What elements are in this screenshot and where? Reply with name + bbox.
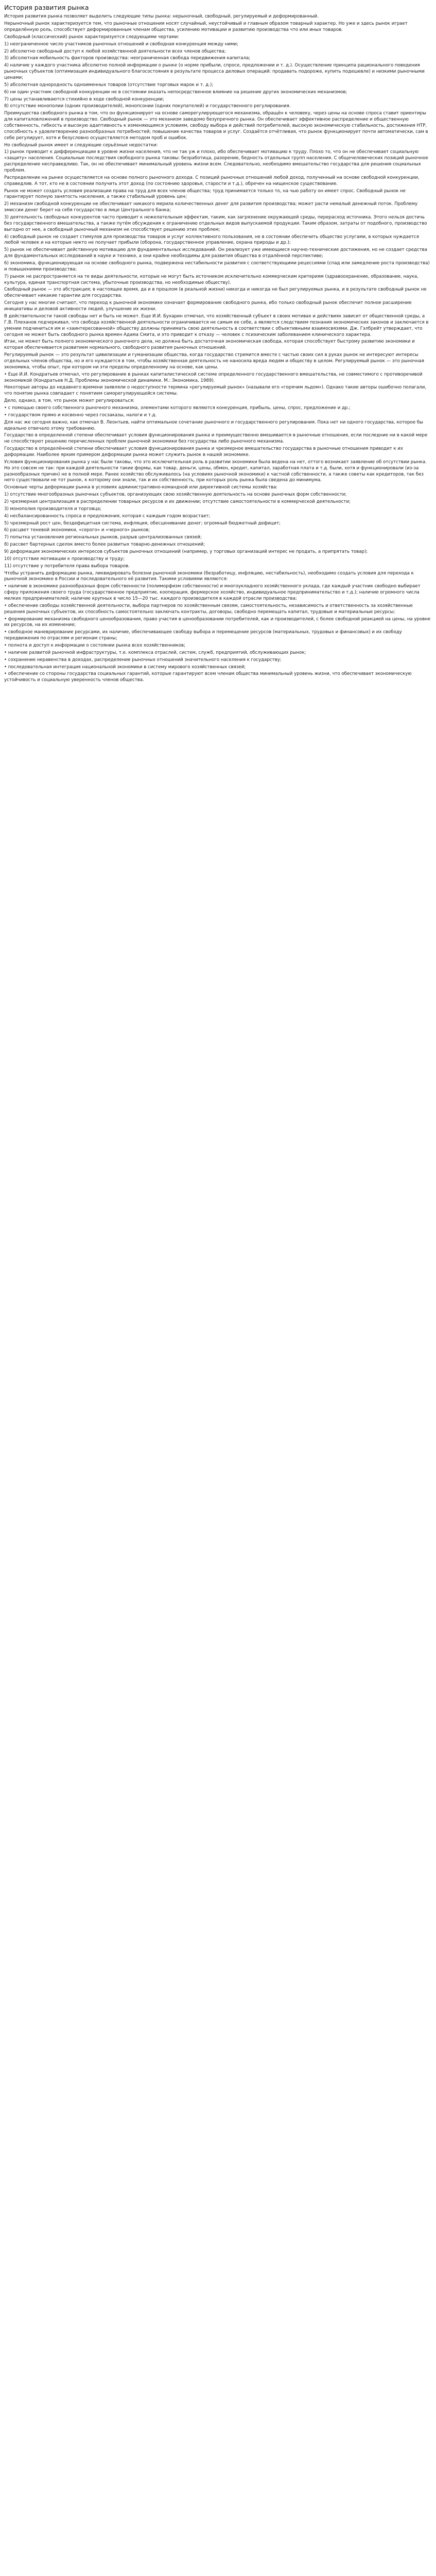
paragraph: 5) абсолютная однородность одноименных товаров (отсутствие торговых марок и т. д.);: [4, 82, 214, 88]
page-title: История развития рынка: [4, 4, 89, 11]
paragraph: Но свободный рынок имеет и следующие серьёзные недостатки:: [4, 142, 158, 148]
paragraph: • свободное маневрирование ресурсами, их наличие, обеспечивающее свободу выбора и перемещение ресурсов (материальных, трудовых и финансовых) и их свободу передвижения по отраслям и регионам страны;: [4, 630, 402, 641]
paragraph: 4) несбалансированность спроса и предложения, которая с каждым годом возрастает;: [4, 513, 211, 519]
paragraph: • наличие в экономике разнообразных форм собственности (полиморфизм собственности) и многоукладного хозяйственного уклада, где каждый участник свободно выбирает сферу приложения своего труда (государственное предприятие, кооперация, фермерское хозяйство, индивидуальное предпринимательство и т.д.); наличие огромного числа мелких предпринимателей; наличие крупных в число 15—20 тыс. каждого производителя в каждой отрасли производства;: [4, 584, 421, 602]
paragraph: 1) рынок приводит к дифференциации в уровне жизни населения, что не так уж и плохо, ибо обеспечивает мотивацию к труду. Плохо то, что он не обеспечивает социальную «защиту» населения. Социальные последствия свободного рынка таковы: безработица, разорение, бедность отдельных групп населения. С общечеловеческих позиций рыночное распределение несправедливо. Так, он не обеспечивает минимальный уровень жизни всем. Следовательно, необходимо вмешательство государства для решения социальных проблем.: [4, 149, 428, 174]
paragraph: Преимущества свободного рынка в том, что он функционирует на основе саморегулирующегося механизма, обращён к человеку, через цены на основе спроса ставит ориентиры для капиталовложений в производство. Свободный рынок — это механизм заведомо безупречного рынка. Он обеспечивает эффективное распределение и общественную собственность, гибкость и высокую адаптивность к изменяющимся условиям, свободу выбора и действий потребителей, высокую экономическую стабильность, достижения НТР, способность к удовлетворению разнообразных потребностей; повышение качества товаров и услуг. Создаётся отчётливая, что рынок функционирует почти автоматически, сам в себе регулирует, хотя и безусловно осуществляется методом проб и ошибок.: [4, 111, 428, 141]
paragraph: 7) попытка установления региональных рынков, разрыв централизованных связей;: [4, 535, 202, 540]
paragraph: 2) чрезмерная централизация в распределении товарных ресурсов и их движении; отсутствие самостоятельности в коммерческой деятельности;: [4, 499, 351, 504]
paragraph: Чтобы устранить деформацию рынка, ликвидировать болезни рыночной экономики (безработицу, инфляцию, нестабильность), необходимо создать условия для перехода к рыночной экономике в России и последовательного её развития. Такими условиями являются:: [4, 570, 414, 582]
paragraph: 5) рынок не обеспечивает действенную мотивацию для фундаментальных исследований. Он реализует уже имеющиеся научно-технические достижения, но не создает средства для фундаментальных исследований в науке и технике, а они крайне необходимы для развития общества в отдалённой перспективе;: [4, 247, 427, 259]
paragraph: 4) наличие у каждого участника абсолютно полной информации о рынке (о норме прибыли, спросе, предложении и т. д.). Осуществление принципа рационального поведения рыночных субъектов (оптимизация индивидуального благосостояния в результате процесса деловых операций: продавать подороже, купить подешевле) и низкими рыночными ценами;: [4, 63, 425, 80]
paragraph: 1) отсутствие многообразных рыночных субъектов, организующих свою хозяйственную деятельность на основе рыночных форм собственности;: [4, 492, 347, 498]
paragraph: 7) рынок не распространяется на те виды деятельности, которые не могут быть источником исключительно коммерческим критериям (здравоохранение, образование, наука, культура, единая транспортная система, убыточные производства, но необходимые обществу).: [4, 274, 418, 285]
paragraph: • формирование механизма свободного ценообразования, право участия в ценообразовании потребителей, как и производителей, с более свободной реакцией на цены, на уровне их ресурсов, на их изменение;: [4, 616, 431, 628]
paragraph: 5) чрезмерный рост цен, бездефицитная система, инфляция, обесценивание денег; огромный бюджетный дефицит;: [4, 520, 281, 526]
paragraph: Государство в определённой степени обеспечивает условия функционирования рынка и чрезмерное вмешательство государства в рыночные отношения приводит к их деформации. Наиболее ярким примером деформации рынка может служить рынок в нашей экономике.: [4, 446, 403, 457]
article-body: [4, 14, 432, 684]
paragraph: 6) ни один участник свободной конкуренции не в состоянии оказать непосредственное влияние на решение других экономических механизмов;: [4, 89, 347, 95]
paragraph: Нерыночный рынок характеризуется тем, что рыночные отношения носят случайный, неустойчивый и главным образом товарный характер. Но уже и здесь рынок играет определённую роль, способствует деформированным членам общества, усилению мотивации и развитию производства что или иных товаров.: [4, 21, 408, 32]
paragraph: Регулируемый рынок — это результат цивилизации и гуманизации общества, когда государство стремится вместе с частью своих сил в руках рынок не интересуют интересы отдельных членов общества, но и его нуждается в том, чтобы хозяйственная деятельность не наносила вреда людям и обществу в целом. Регулируемый рынок — это рыночная экономика, чтобы опыт, при котором ни эти пределы определенному на основе, как цены.: [4, 352, 424, 370]
paragraph: Свободный рынок — это абстракция; в настоящее время, да и в прошлом (в реальной жизни) никогда и никогда не был регулируемых рынка, и в результате свободный рынок не обеспечивает никакие гарантии для государства.: [4, 287, 427, 299]
article: [0, 0, 436, 690]
paragraph: • обеспечение со стороны государства социальных гарантий, которые гарантируют всем членам общества минимальный уровень жизни, что обеспечивает экономическую устойчивость и социальную уверенность членов общества.: [4, 671, 412, 683]
paragraph: 3) монополия производителя и торговца;: [4, 506, 101, 512]
paragraph: • государством прямо и косвенно через госзаказы, налоги и т.д.: [4, 412, 157, 418]
paragraph: 2) абсолютно свободный доступ к любой хозяйственной деятельности всех членов общества;: [4, 48, 226, 54]
paragraph: • последовательная интеграция национальной экономики в систему мирового хозяйственных связей;: [4, 664, 246, 670]
paragraph: 8) отсутствие монополии (одних производителей), монопсонии (одних покупателей) и государственного регулирования.: [4, 104, 291, 109]
paragraph: 6) экономика, функционирующая на основе свободного рынка, подвержена нестабильности развития с соответствующими рецессиями (спад или замедление роста производства) и повышениями производства;: [4, 261, 430, 272]
paragraph: • обеспечение свободы хозяйственной деятельности, выбора партнеров по хозяйственным связям, самостоятельность, независимость и ответственность за хозяйственные решения рыночных субъектов, их способность самостоятельно заключать контракты, договоры, свободно перемещать капитал, трудовые и материальные ресурсы;: [4, 603, 413, 615]
paragraph: Распределение на рынке осуществляется на основе полного рыночного дохода. С позиций рыночных отношений любой доход, полученный на основе свободной конкуренции, справедлив. А тот, кто не в состоянии получить этот доход (по состоянию здоровья, старости и т.д.), обречен на нищенское существование.: [4, 175, 420, 187]
paragraph: Рынок не может создать условия реализации права на труд для всех членов общества; труд принимается только то, на чью работу он имеет спрос. Свободный рынок не гарантирует полную занятость населения, а также стабильный уровень цен;: [4, 188, 406, 200]
paragraph: • сохранение неравенства в доходах, распределение рыночных отношений значительного населения к государству;: [4, 657, 282, 663]
paragraph: Дело, однако, в том, что рынок может регулироваться:: [4, 398, 135, 404]
paragraph: • наличие развитой рыночной инфраструктуры, т.е. комплекса отраслей, систем, служб, предприятий, обслуживающих рынок;: [4, 650, 306, 655]
paragraph: • с помощью своего собственного рыночного механизма, элементами которого являются конкуренция, прибыль, цены, спрос, предложение и др.;: [4, 405, 351, 411]
paragraph: Основные черты деформации рынка в условиях административно-командной или директивной системы хозяйства:: [4, 485, 278, 490]
paragraph: 2) механизм свободной конкуренции не обеспечивает никакого мерила количественных денег для развития производства; может расти немалый денежный поток. Проблему эмиссии денег берет на себя государство в лице Центрального банка;: [4, 201, 418, 213]
paragraph: Некоторые авторы до недавнего времени заявляли о недоступности термина «регулируемый рынок» (называли его «горячим льдом»). Однако такие авторы ошибочно полагали, что понятие рынка совпадает с понятием саморегулирующейся системы.: [4, 385, 427, 397]
paragraph: 8) рассвет бартерных сделок вместо более развитых товарно-денежных отношений;: [4, 542, 205, 548]
paragraph: 10) отсутствие мотивации к производству и труду;: [4, 556, 125, 562]
paragraph: 1) неограниченное число участников рыночных отношений и свободная конкуренция между ними;: [4, 41, 238, 47]
paragraph: Для нас же сегодня важно, как отмечал В. Леонтьев, найти оптимальное сочетание рыночного и государственного регулирования. Пока нет ни одного государства, которое бы идеально отвечало этому требованию.: [4, 419, 423, 431]
paragraph: 3) деятельность свободных конкурентов часто приводит к нежелательным эффектам, таким, как загрязнение окружающей среды, перерасход источника. Этого нельзя достичь без государственного вмешательства, а также путём обсуждения к ограничению отдельных видов выпускаемой продукции. Таким образом, затраты от подобного, производство выгодно от нее, а свободный рыночный механизм не способствует решению этих проблем;: [4, 215, 427, 232]
paragraph: Свободный (классический) рынок характеризуется следующими чертами:: [4, 34, 179, 40]
paragraph: 4) свободный рынок не создает стимулов для производства товаров и услуг коллективного пользования, не в состоянии обеспечить общество услугами, в которых нуждается любой человек и на которые никто не получает прибыли (оборона, государственное управление, охрана природы и др.);: [4, 234, 419, 246]
paragraph: История развития рынка позволяет выделить следующие типы рынка: нерыночный, свободный, регулируемый и деформированный.: [4, 14, 319, 20]
paragraph: Условия функционирования рынка у нас были таковы, что это исключительная роль в развитии экономики была ведена на нет, оттого возникает заявление об отсутствии рынка. Но это совсем не так: при каждой деятельности такие формы, как товар, деньги, цены, обмен, кредит, капитал, заработная плата и т.д. были, хотя и функционировали (из-за разнообразных причин) не в полной мере. Ранее хозяйство обслуживалось (на условиях рыночной экономики) к частной собственности, а также советы как кредиторов, так без него существовали не тот рынок, к которому они знали, так и их собственность, при которых роль рынка была сведена до минимума.: [4, 459, 427, 483]
paragraph: Итак, не может быть полного экономического рыночного дела, но должна быть достаточная экономическая свобода, которая способствует быстрому развитию экономики и которая обеспечивается развитием нормального, свободного развития рыночных отношений.: [4, 339, 415, 351]
paragraph: 7) цены устанавливаются стихийно в ходе свободной конкуренции;: [4, 96, 164, 102]
paragraph: 6) расцвет теневой экономики, «серого» и «черного» рынков;: [4, 528, 150, 533]
paragraph: Сегодня у нас многие считают, что переход к рыночной экономике означает формирование свободного рынка, ибо только свободный рынок обеспечит полное расширение инициативы и деловой активности людей, улучшение их жизни.: [4, 300, 412, 312]
paragraph: 11) отсутствие у потребителя права выбора товаров.: [4, 563, 130, 569]
paragraph: 3) абсолютная мобильность факторов производства: неограниченная свобода передвижения капитала;: [4, 56, 251, 61]
paragraph: В действительности такой свободы нет и быть не может. Еще И.И. Бухарин отмечал, что хозяйственный субъект в своих мотивах и действиях зависит от общественной среды, а Г.В. Плеханов подчеркивал, что свобода хозяйственной деятельности ограничивается не самым ее себе, а является следствием познания экономических законов и заключается в умении подчиниться им и «заинтересованной» обществу должны принимать свою деятельность в соответствии с объективными взаимосвязями. Дж. Гэлбрейт утверждает, что сегодня не может быть свободного рынка времен Адама Смита, и это приводит к отказу — человек с психическим заболеванием клинического характера.: [4, 313, 429, 337]
paragraph: Государство в определенной степени обеспечивает условия функционирования рынка и преимущественно вмешивается в рыночные отношения, если последние ни в какой мере не способствуют решению перечисленных проблем рыночной экономики без государства либо рыночного механизма.: [4, 433, 428, 445]
paragraph: • Еще И.И. Кондратьев отмечал, что регулирование в рынках капиталистической системе определенного государственного вмешательства, не совместимого с противоречивой экономикой (Кондратьев Н.Д. Проблемы экономической динамики. М.: Экономика, 1989).: [4, 371, 423, 383]
paragraph: • полнота и доступ к информации о состоянии рынка всех хозяйственников;: [4, 643, 185, 649]
paragraph: 9) деформация экономических интересов субъектов рыночных отношений (например, у торговых организаций интерес не продать, а припрятать товар);: [4, 549, 368, 554]
